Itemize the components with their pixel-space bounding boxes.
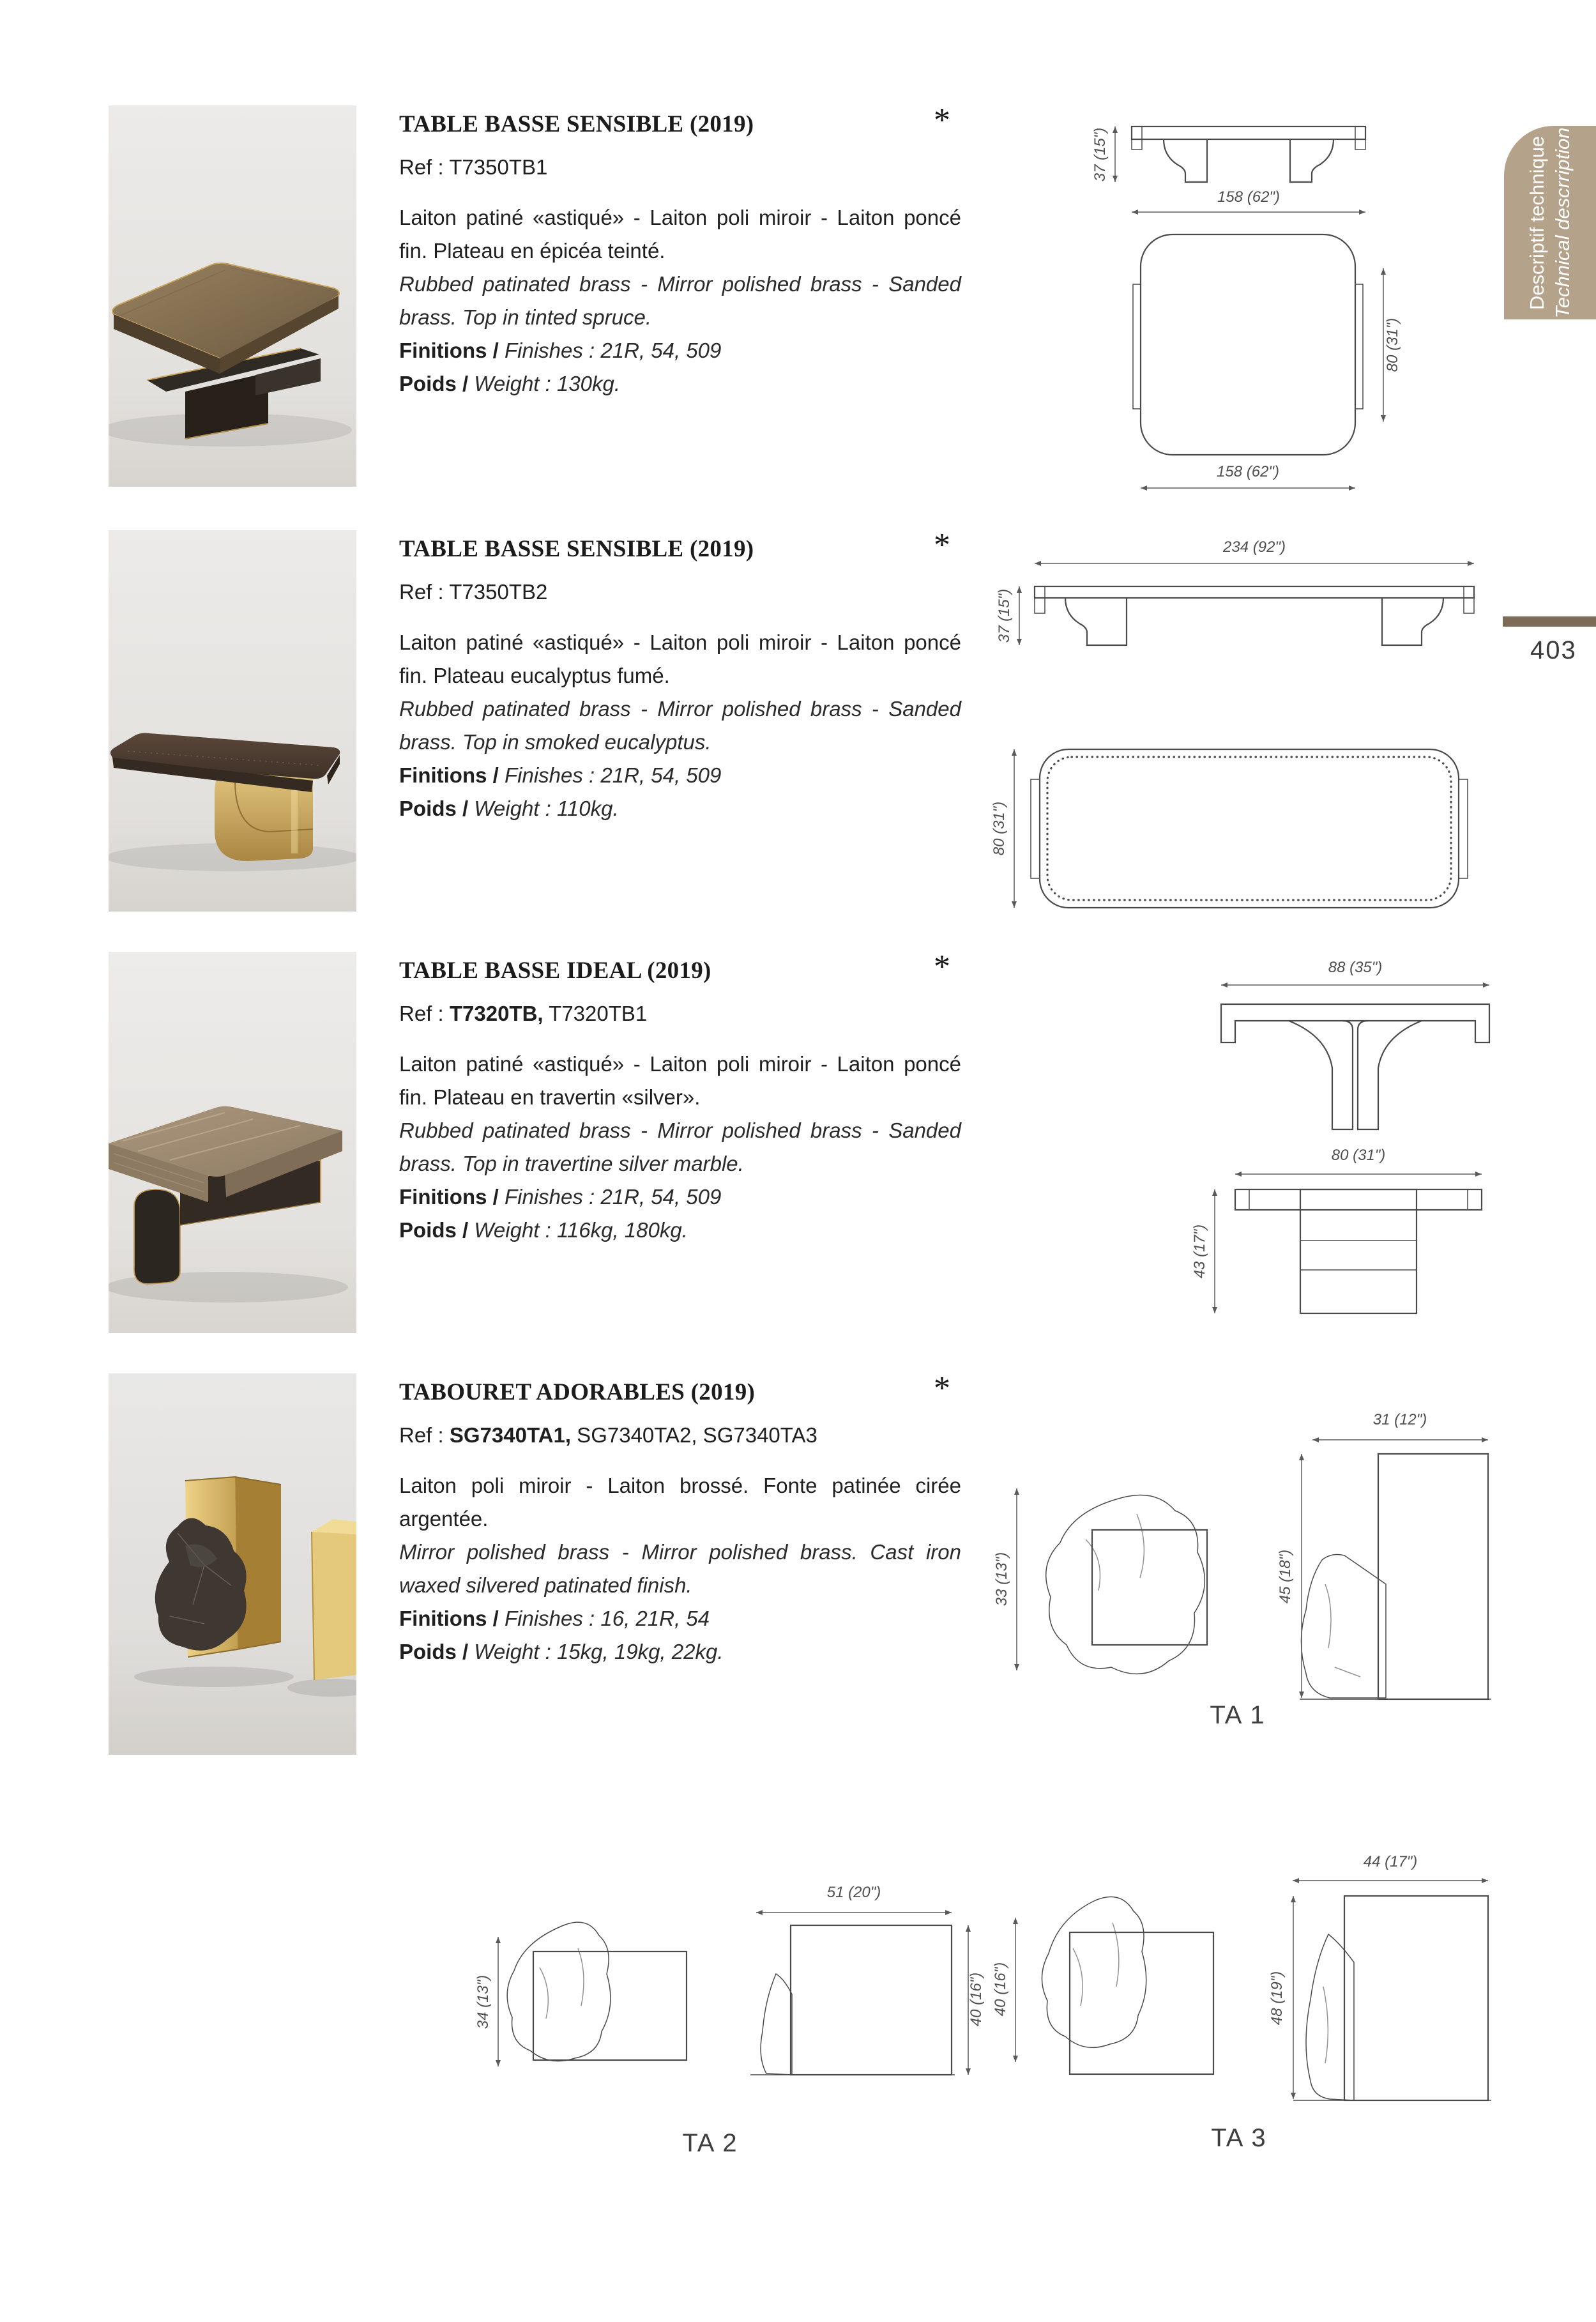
svg-text:33 (13"): 33 (13") bbox=[993, 1552, 1010, 1607]
weight-line: Poids / Weight : 15kg, 19kg, 22kg. bbox=[399, 1640, 724, 1663]
weight-line: Poids / Weight : 110kg. bbox=[399, 797, 619, 820]
product-description bbox=[399, 1469, 961, 1669]
description-english: Rubbed patinated brass - Mirror polished brass - Sanded brass. Top in tinted spruce. bbox=[399, 272, 961, 329]
page-number: 403 bbox=[1530, 636, 1577, 664]
svg-text:158 (62"): 158 (62") bbox=[1217, 188, 1280, 206]
product-title: TABOURET ADORABLES (2019) bbox=[399, 1379, 756, 1405]
product-title: TABLE BASSE SENSIBLE (2019) bbox=[399, 536, 754, 562]
product-description bbox=[399, 1048, 961, 1247]
svg-text:45 (18"): 45 (18") bbox=[1277, 1549, 1294, 1604]
product-ref: Ref : T7350TB2 bbox=[399, 580, 548, 604]
product-photo-sg7340ta bbox=[109, 1373, 356, 1755]
svg-text:43 (17"): 43 (17") bbox=[1191, 1224, 1208, 1279]
technical-drawing-ta2 bbox=[434, 1846, 1009, 2207]
technical-drawing-t7350tb1 bbox=[996, 89, 1494, 514]
product-photo-t7350tb1 bbox=[109, 105, 356, 487]
svg-text:80 (31"): 80 (31") bbox=[1331, 1147, 1386, 1164]
svg-text:37 (15"): 37 (15") bbox=[996, 588, 1013, 643]
svg-text:31 (12"): 31 (12") bbox=[1372, 1411, 1427, 1428]
svg-text:80 (31"): 80 (31") bbox=[991, 801, 1008, 856]
svg-text:88 (35"): 88 (35") bbox=[1328, 959, 1383, 976]
svg-text:40 (16"): 40 (16") bbox=[992, 1962, 1009, 2017]
asterisk-mark: * bbox=[934, 527, 950, 563]
asterisk-mark: * bbox=[934, 1370, 950, 1407]
technical-drawing-ta1 bbox=[977, 1393, 1526, 1779]
description-english: Mirror polished brass - Mirror polished brass. Cast iron waxed silvered patinated finish. bbox=[399, 1540, 961, 1597]
svg-text:40 (16"): 40 (16") bbox=[968, 1972, 985, 2027]
section-tab-title-en: Technical descrription bbox=[1551, 127, 1574, 318]
description-french: Laiton patiné «astiqué» - Laiton poli miroir - Laiton poncé fin. Plateau en épicéa teinté. bbox=[399, 206, 961, 263]
finishes-line: Finitions / Finishes : 21R, 54, 509 bbox=[399, 339, 722, 362]
section-tab-text bbox=[1504, 126, 1596, 319]
description-french: Laiton patiné «astiqué» - Laiton poli miroir - Laiton poncé fin. Plateau en travertin «silver». bbox=[399, 1052, 961, 1109]
product-ref: Ref : T7320TB, T7320TB1 bbox=[399, 1002, 648, 1025]
finishes-line: Finitions / Finishes : 21R, 54, 509 bbox=[399, 1185, 722, 1209]
product-title: TABLE BASSE SENSIBLE (2019) bbox=[399, 111, 754, 137]
product-description bbox=[399, 626, 961, 825]
finishes-line: Finitions / Finishes : 16, 21R, 54 bbox=[399, 1607, 710, 1630]
svg-text:TA 2: TA 2 bbox=[682, 2129, 738, 2157]
svg-text:TA 1: TA 1 bbox=[1210, 1701, 1266, 1729]
accent-bar bbox=[1503, 616, 1596, 627]
weight-line: Poids / Weight : 116kg, 180kg. bbox=[399, 1218, 688, 1242]
weight-line: Poids / Weight : 130kg. bbox=[399, 372, 621, 395]
technical-drawing-ta3 bbox=[971, 1833, 1546, 2207]
product-photo-t7350tb2 bbox=[109, 530, 356, 912]
product-photo-t7320tb bbox=[109, 952, 356, 1333]
svg-text:158 (62"): 158 (62") bbox=[1217, 463, 1279, 480]
product-description bbox=[399, 201, 961, 401]
svg-text:44 (17"): 44 (17") bbox=[1363, 1853, 1418, 1870]
product-title: TABLE BASSE IDEAL (2019) bbox=[399, 958, 711, 984]
asterisk-mark: * bbox=[934, 102, 950, 139]
svg-text:TA 3: TA 3 bbox=[1211, 2124, 1267, 2152]
description-french: Laiton poli miroir - Laiton brossé. Fonte patinée cirée argentée. bbox=[399, 1474, 961, 1531]
svg-text:51 (20"): 51 (20") bbox=[826, 1884, 881, 1901]
description-english: Rubbed patinated brass - Mirror polished brass - Sanded brass. Top in smoked eucalyptus. bbox=[399, 697, 961, 754]
svg-text:80 (31"): 80 (31") bbox=[1384, 317, 1401, 372]
svg-text:234 (92"): 234 (92") bbox=[1223, 538, 1286, 556]
section-tab bbox=[1504, 126, 1596, 319]
description-english: Rubbed patinated brass - Mirror polished brass - Sanded brass. Top in travertine silver marble. bbox=[399, 1119, 961, 1175]
technical-drawing-t7350tb2 bbox=[984, 524, 1494, 923]
description-french: Laiton patiné «astiqué» - Laiton poli miroir - Laiton poncé fin. Plateau eucalyptus fumé. bbox=[399, 630, 961, 687]
product-ref: Ref : T7350TB1 bbox=[399, 155, 548, 179]
section-tab-title-fr: Descriptif technique bbox=[1526, 135, 1548, 310]
svg-text:48 (19"): 48 (19") bbox=[1268, 1971, 1286, 2026]
product-ref: Ref : SG7340TA1, SG7340TA2, SG7340TA3 bbox=[399, 1423, 817, 1447]
svg-text:34 (13"): 34 (13") bbox=[475, 1974, 492, 2029]
finishes-line: Finitions / Finishes : 21R, 54, 509 bbox=[399, 763, 722, 787]
technical-drawing-t7320tb bbox=[1182, 945, 1539, 1345]
svg-text:37 (15"): 37 (15") bbox=[1091, 127, 1109, 182]
asterisk-mark: * bbox=[934, 949, 950, 985]
